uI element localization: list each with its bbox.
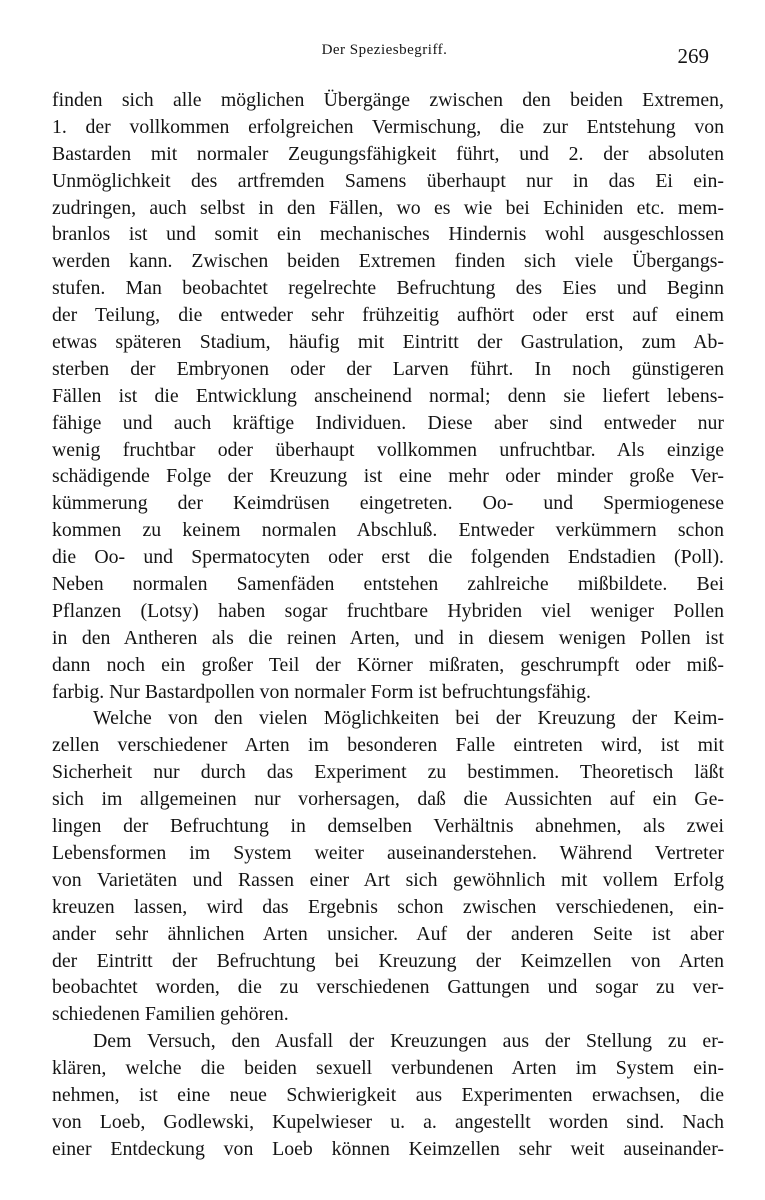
text-line: einer Entdeckung von Loeb können Keimzellen sehr weit auseinander- <box>52 1137 724 1160</box>
paragraph <box>52 87 724 705</box>
text-line: lingen der Befruchtung in demselben Verhältnis abnehmen, als zwei <box>52 815 724 838</box>
text-line: Lebensformen im System weiter auseinanderstehen. Während Vertreter <box>52 841 724 864</box>
text-line: beobachtet worden, die zu verschiedenen Gattungen und sogar zu ver- <box>52 976 724 999</box>
text-line: zellen verschiedener Arten im besonderen Falle eintreten wird, ist mit <box>52 734 724 757</box>
text-line: 1. der vollkommen erfolgreichen Vermischung, die zur Entstehung von <box>52 115 724 138</box>
text-line: werden kann. Zwischen beiden Extremen finden sich viele Übergangs- <box>52 250 724 273</box>
text-line: Fällen ist die Entwicklung anscheinend normal; denn sie liefert lebens- <box>52 384 724 407</box>
text-line: der Eintritt der Befruchtung bei Kreuzung der Keimzellen von Arten <box>52 949 724 972</box>
paragraph <box>52 1028 724 1162</box>
text-line: sterben der Embryonen oder der Larven führt. In noch günstigeren <box>52 357 724 380</box>
text-line: Welche von den vielen Möglichkeiten bei der Kreuzung der Keim- <box>93 707 724 730</box>
text-line: dann noch ein großer Teil der Körner mißraten, geschrumpft oder miß- <box>52 653 724 676</box>
text-line: kommen zu keinem normalen Abschluß. Entweder verkümmern schon <box>52 519 724 542</box>
text-line: in den Antheren als die reinen Arten, und in diesem wenigen Pollen ist <box>52 626 724 649</box>
text-line: klären, welche die beiden sexuell verbundenen Arten im System ein- <box>52 1057 724 1080</box>
page-number: 269 <box>677 44 709 68</box>
text-line: schädigende Folge der Kreuzung ist eine mehr oder minder große Ver- <box>52 465 724 488</box>
text-line: Neben normalen Samenfäden entstehen zahlreiche mißbildete. Bei <box>52 573 724 596</box>
text-line: etwas späteren Stadium, häufig mit Eintritt der Gastrulation, zum Ab- <box>52 331 724 354</box>
text-line: kreuzen lassen, wird das Ergebnis schon zwischen verschiedenen, ein- <box>52 895 724 918</box>
text-line: die Oo- und Spermatocyten oder erst die folgenden Endstadien (Poll). <box>52 546 724 569</box>
page-header <box>52 38 717 68</box>
text-line: Bastarden mit normaler Zeugungsfähigkeit führt, und 2. der absoluten <box>52 142 724 165</box>
text-line: sich im allgemeinen nur vorhersagen, daß die Aussichten auf ein Ge- <box>52 788 724 811</box>
text-line: von Loeb, Godlewski, Kupelwieser u. a. angestellt worden sind. Nach <box>52 1110 724 1133</box>
text-line: Sicherheit nur durch das Experiment zu bestimmen. Theoretisch läßt <box>52 761 724 784</box>
text-line: von Varietäten und Rassen einer Art sich gewöhnlich mit vollem Erfolg <box>52 868 724 891</box>
text-line: stufen. Man beobachtet regelrechte Befruchtung des Eies und Beginn <box>52 277 724 300</box>
text-line: wenig fruchtbar oder überhaupt vollkommen unfruchtbar. Als einzige <box>52 438 724 461</box>
text-line: Unmöglichkeit des artfremden Samens überhaupt nur in das Ei ein- <box>52 169 724 192</box>
text-line: nehmen, ist eine neue Schwierigkeit aus Experimenten erwachsen, die <box>52 1083 724 1106</box>
body-text <box>52 87 724 1163</box>
text-line: fähige und auch kräftige Individuen. Diese aber sind entweder nur <box>52 411 724 434</box>
text-line: schiedenen Familien gehören. <box>52 1003 289 1026</box>
text-line: zudringen, auch selbst in den Fällen, wo es wie bei Echiniden etc. mem- <box>52 196 724 219</box>
running-title: Der Speziesbegriff. <box>321 42 448 58</box>
text-line: farbig. Nur Bastardpollen von normaler Form ist befruchtungsfähig. <box>52 680 591 703</box>
text-line: ander sehr ähnlichen Arten unsicher. Auf der anderen Seite ist aber <box>52 922 724 945</box>
text-line: kümmerung der Keimdrüsen eingetreten. Oo- und Spermiogenese <box>52 492 724 515</box>
text-line: Pflanzen (Lotsy) haben sogar fruchtbare Hybriden viel weniger Pollen <box>52 599 724 622</box>
paragraph <box>52 705 724 1028</box>
text-line: Dem Versuch, den Ausfall der Kreuzungen aus der Stellung zu er- <box>93 1030 724 1053</box>
text-line: finden sich alle möglichen Übergänge zwischen den beiden Extremen, <box>52 89 724 111</box>
text-line: branlos ist und somit ein mechanisches Hindernis wohl ausgeschlossen <box>52 223 724 246</box>
text-line: der Teilung, die entweder sehr frühzeitig aufhört oder erst auf einem <box>52 304 724 327</box>
